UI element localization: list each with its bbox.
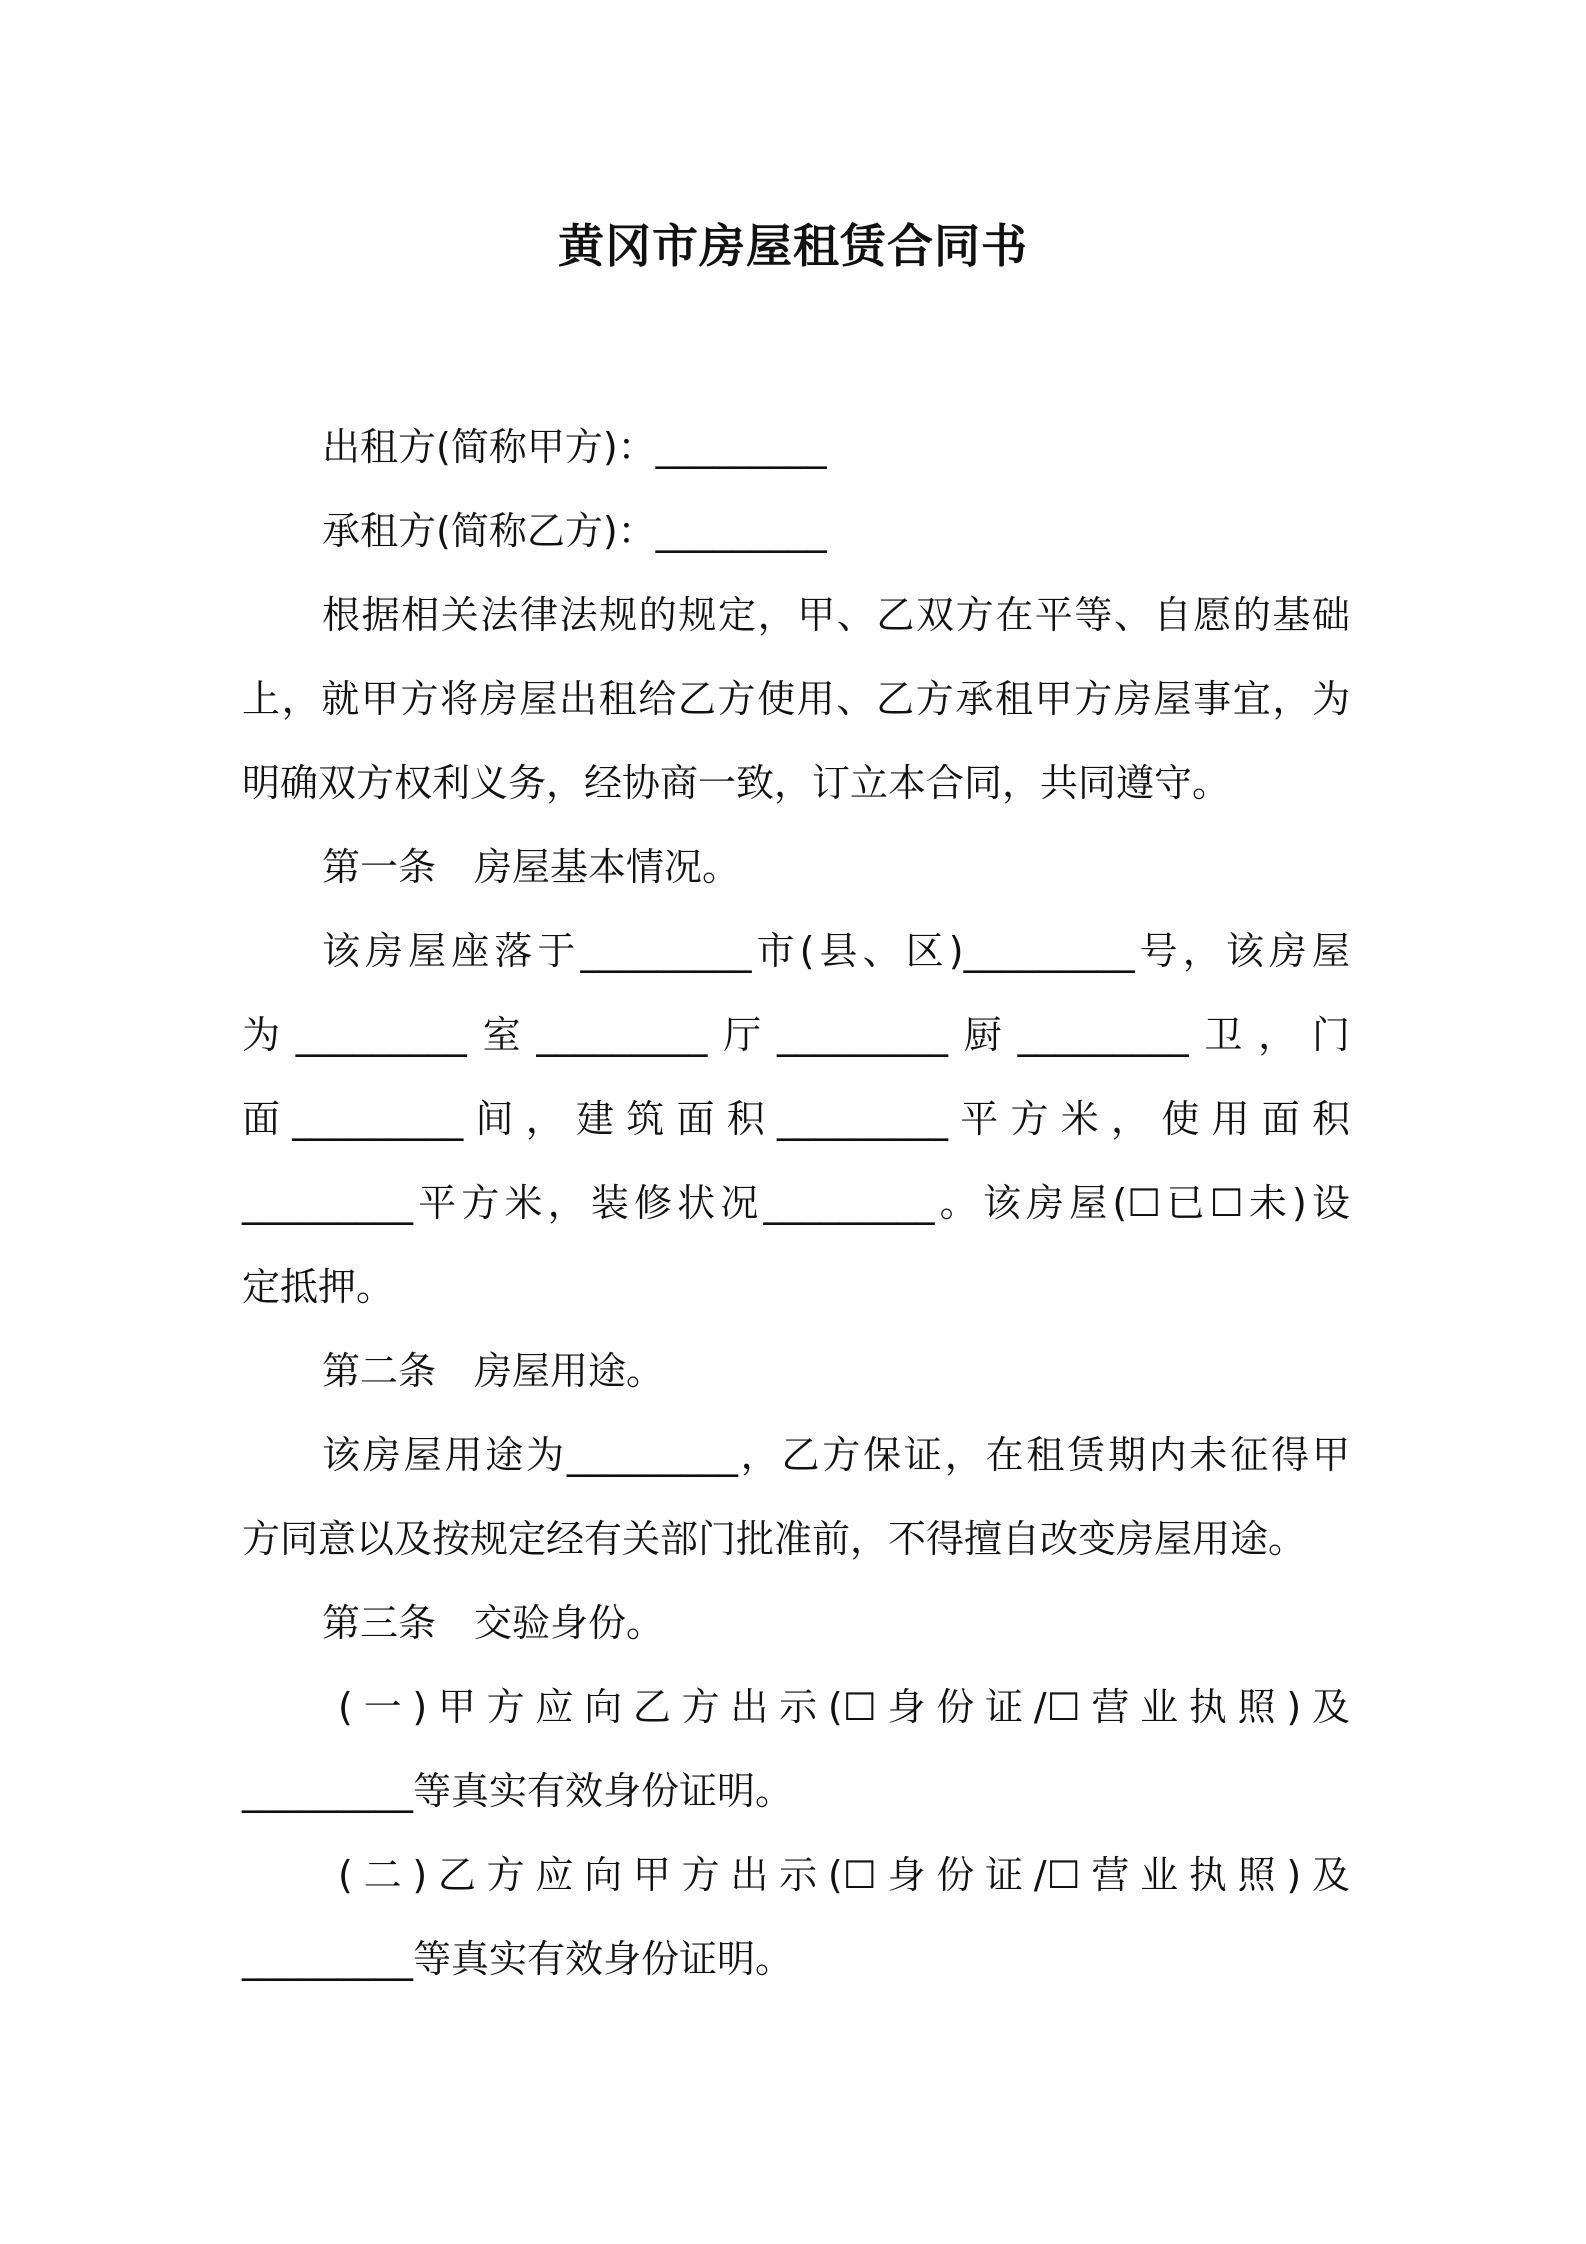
document-title: 黄冈市房屋租赁合同书: [558, 219, 1028, 273]
document-body: [242, 405, 1350, 2001]
clause-line: _________等真实有效身份证明。: [242, 1937, 794, 1981]
clause-line: _________等真实有效身份证明。: [242, 1769, 794, 1813]
paragraph-line: 上，就甲方将房屋出租给乙方使用、乙方承租甲方房屋事宜，为: [242, 677, 1350, 721]
clause-line: (二)乙方应向甲方出示(☐身份证/☐营业执照)及: [338, 1853, 1350, 1897]
lessor-line: 出租方(简称甲方)：_________: [322, 425, 827, 469]
paragraph-line: 定抵押。: [242, 1265, 395, 1309]
paragraph-line: 为_________室_________厅_________厨_________卫，门: [242, 1013, 1350, 1057]
paragraph-line: 该房屋座落于_________市(县、区)_________号，该房屋: [322, 929, 1350, 973]
paragraph-line: 面_________间，建筑面积_________平方米，使用面积: [242, 1097, 1350, 1141]
clause-line: (一)甲方应向乙方出示(☐身份证/☐营业执照)及: [338, 1685, 1350, 1729]
lessee-line: 承租方(简称乙方)：_________: [322, 509, 827, 553]
paragraph-line: 该房屋用途为_________，乙方保证，在租赁期内未征得甲: [322, 1433, 1350, 1477]
article-heading: 第一条 房屋基本情况。: [322, 845, 741, 889]
paragraph-line: _________平方米，装修状况_________。该房屋(☐已☐未)设: [242, 1181, 1350, 1225]
article-heading: 第三条 交验身份。: [322, 1601, 665, 1645]
article-heading: 第二条 房屋用途。: [322, 1349, 665, 1393]
paragraph-line: 方同意以及按规定经有关部门批准前，不得擅自改变房屋用途。: [242, 1517, 1307, 1561]
paragraph-line: 根据相关法律法规的规定，甲、乙双方在平等、自愿的基础: [322, 593, 1350, 637]
paragraph-line: 明确双方权利义务，经协商一致，订立本合同，共同遵守。: [242, 761, 1231, 805]
